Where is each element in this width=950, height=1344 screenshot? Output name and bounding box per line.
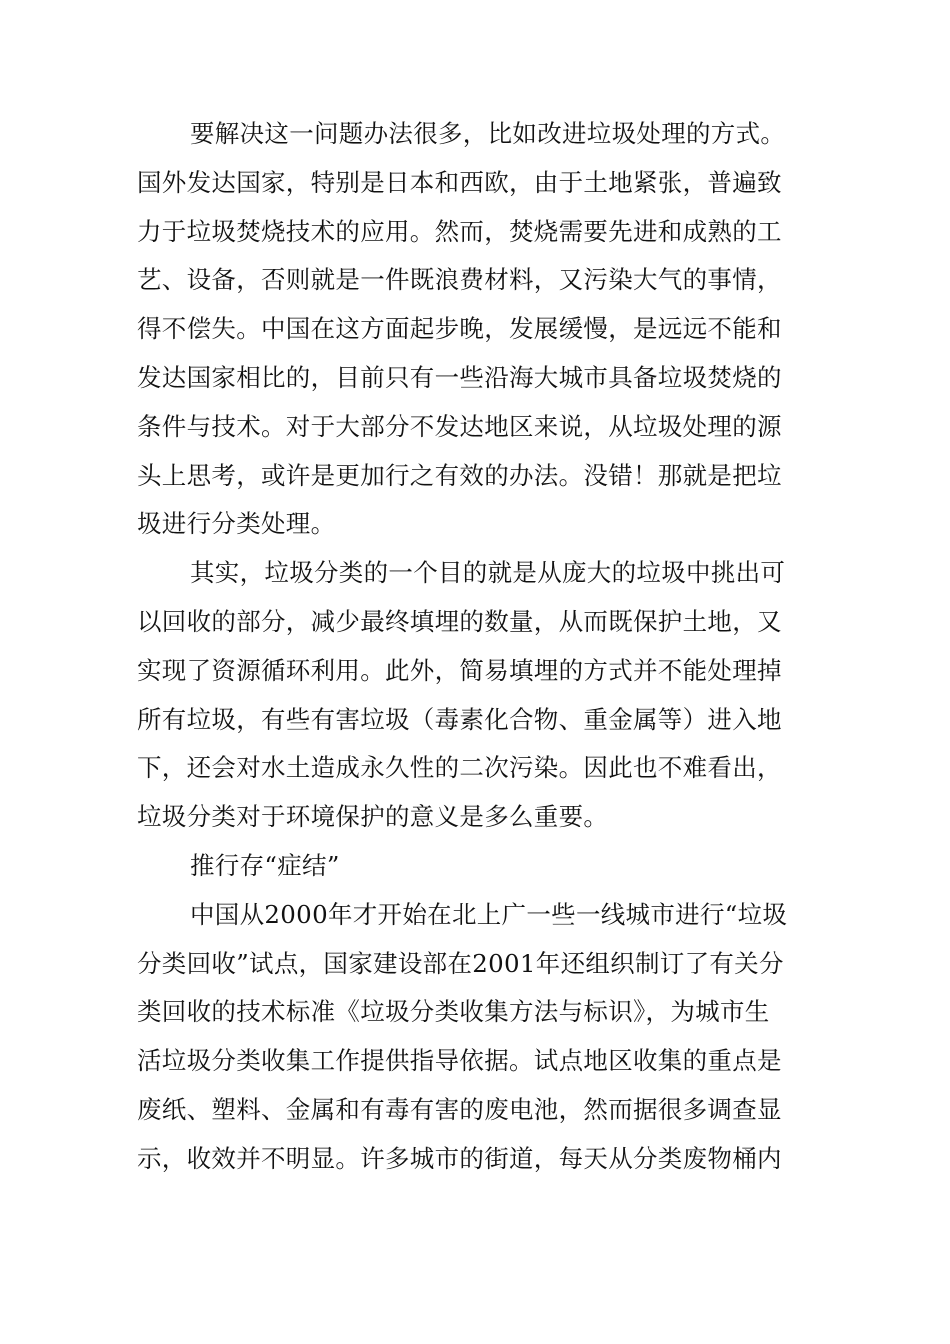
text-line: 废纸、塑料、金属和有毒有害的废电池，然而据很多调查显 [137,1094,782,1124]
text-line: 力于垃圾焚烧技术的应用。然而，焚烧需要先进和成熟的工 [137,216,782,246]
text-line: 头上思考，或许是更加行之有效的办法。没错！那就是把垃 [137,460,782,490]
section-heading-text: 推行存“症结” [190,850,340,880]
text-line: 国外发达国家，特别是日本和西欧，由于土地紧张，普遍致 [137,167,782,197]
text-line: 所有垃圾，有些有害垃圾（毒素化合物、重金属等）进入地 [137,704,782,734]
text-line: 以回收的部分，减少最终填埋的数量，从而既保护土地，又 [137,606,782,636]
text-line: 垃圾分类对于环境保护的意义是多么重要。 [137,802,609,832]
paragraph-solution [137,110,817,549]
text-line: 下，还会对水土造成永久性的二次污染。因此也不难看出， [137,753,782,783]
text-line: 条件与技术。对于大部分不发达地区来说，从垃圾处理的源 [137,411,782,441]
text-line: 示，收效并不明显。许多城市的街道，每天从分类废物桶内 [137,1143,782,1173]
text-line: 活垃圾分类收集工作提供指导依据。试点地区收集的重点是 [137,1046,782,1076]
text-line: 圾进行分类处理。 [137,509,336,539]
section-heading [137,842,817,891]
paragraph-purpose [137,549,817,842]
text-line: 得不偿失。中国在这方面起步晚，发展缓慢，是远远不能和 [137,314,782,344]
text-line: 要解决这一问题办法很多，比如改进垃圾处理的方式。 [190,119,786,148]
text-line: 实现了资源循环利用。此外，简易填埋的方式并不能处理掉 [137,655,782,685]
text-line: 艺、设备，否则就是一件既浪费材料，又污染大气的事情， [137,265,782,295]
paragraph-history [137,891,817,1184]
text-line: 其实，垃圾分类的一个目的就是从庞大的垃圾中挑出可 [190,558,786,588]
text-line: 发达国家相比的，目前只有一些沿海大城市具备垃圾焚烧的 [137,362,782,392]
text-line: 分类回收”试点，国家建设部在2001年还组织制订了有关分 [137,948,784,978]
text-line: 类回收的技术标准《垃圾分类收集方法与标识》，为城市生 [137,997,770,1027]
text-line: 中国从2000年才开始在北上广一些一线城市进行“垃圾 [190,899,788,929]
document-body [137,110,817,1184]
